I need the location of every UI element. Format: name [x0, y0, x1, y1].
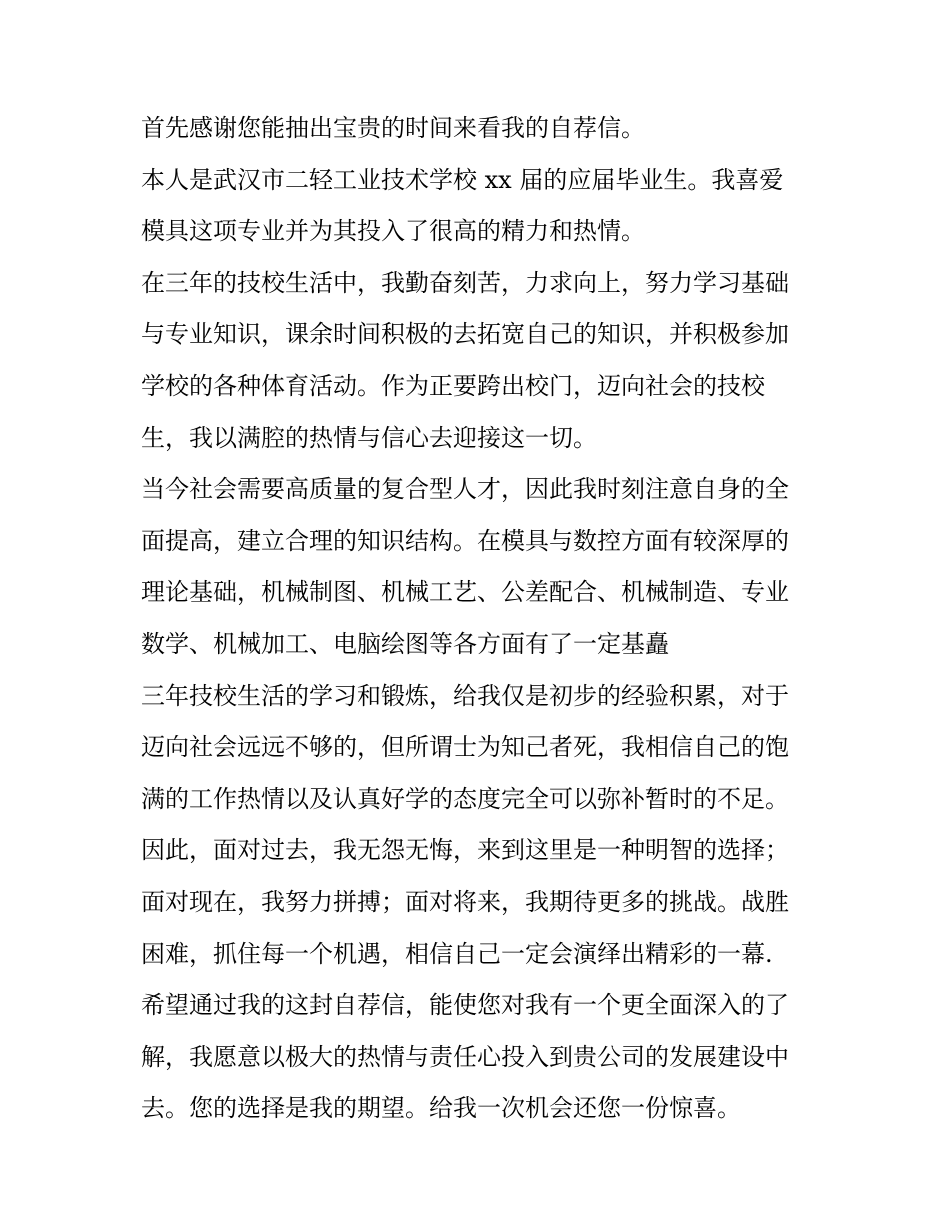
paragraph-experience: 三年技校生活的学习和锻炼，给我仅是初步的经验积累，对于 迈向社会远远不够的，但所谓士为知己者死，我相信自己的饱 满的工作热情以及认真好学的态度完全可以弥补暂时的不足。 — [141, 681, 789, 813]
paragraph-attitude: 因此，面对过去，我无怨无悔，来到这里是一种明智的选择； 面对现在，我努力拼搏；面对将来，我期待更多的挑战。战胜 困难，抓住每一个机遇，相信自己一定会演绎出精彩的一幕. — [141, 836, 789, 968]
paragraph-introduction: 本人是武汉市二轻工业技术学校 xx 届的应届毕业生。我喜爱 模具这项专业并为其投入了很高的精力和热情。 — [141, 165, 784, 246]
paragraph-school-life: 在三年的技校生活中，我勤奋刻苦，力求向上，努力学习基础 与专业知识，课余时间积极的去拓宽自己的知识，并积极参加 学校的各种体育活动。作为正要跨出校门，迈向社会的技校 生，我以满腔的热情与信心去迎接这一切。 — [141, 268, 789, 452]
paragraph-skills: 当今社会需要高质量的复合型人才，因此我时刻注意自身的全 面提高，建立合理的知识结构。在模具与数控方面有较深厚的 理论基础，机械制图、机械工艺、公差配合、机械制造、专业 数学、机械加工、电脑绘图等各方面有了一定基矗 — [141, 475, 789, 658]
paragraph-closing: 希望通过我的这封自荐信，能使您对我有一个更全面深入的了 解，我愿意以极大的热情与责任心投入到贵公司的发展建设中 去。您的选择是我的期望。给我一次机会还您一份惊喜。 — [141, 991, 789, 1123]
paragraph-greeting: 首先感谢您能抽出宝贵的时间来看我的自荐信。 — [141, 114, 645, 142]
letter-body — [141, 103, 821, 1135]
